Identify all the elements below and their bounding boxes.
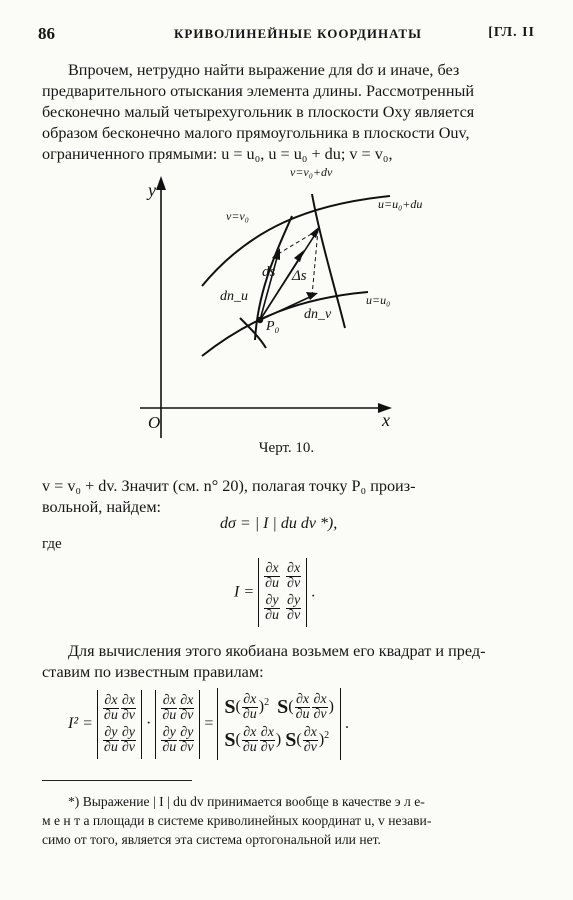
- text-line: Для вычисления этого якобиана возьмем его квадрат и пред-: [68, 642, 486, 660]
- paragraph-2: [42, 476, 532, 518]
- running-header: [38, 24, 537, 44]
- label-v-left: v=v₀: [226, 209, 249, 223]
- i-squared-lhs: I² =: [68, 715, 93, 732]
- jacobian-equation: I = $\frac{\partial x}{\partial u}$ $\frac{\partial x}{\partial v}$ $\frac{\partial y}{\partial u}$ $\frac{\partial y}{\partial v}$ .: [234, 558, 315, 627]
- label-u-top: u=u₀+du: [378, 197, 423, 211]
- jacobian-lhs: I =: [234, 583, 255, 601]
- text-line: Впрочем, нетрудно найти выражение для dσ и иначе, без: [68, 61, 460, 79]
- chapter-label: [ГЛ. II: [488, 25, 535, 40]
- running-title: КРИВОЛИНЕЙНЫЕ КООРДИНАТЫ: [174, 26, 422, 41]
- footnote-line: симо от того, является эта система ортогональной или нет.: [42, 832, 381, 847]
- origin-label: O: [148, 413, 161, 432]
- text-line: ставим по известным правилам:: [42, 663, 264, 681]
- text-line: ограниченного прямыми: u = u₀, u = u₀ + du; v = v₀,: [42, 145, 393, 163]
- label-ds: ds: [262, 264, 276, 280]
- jacobian-square-equation: I² = $\frac{\partial x}{\partial u}$ $\frac{\partial x}{\partial v}$ $\frac{\partial y}{\partial u}$ $\frac{\partial y}{\partial v}$ · $\frac{\partial x}{\partial u}$ $\frac{\partial x}{\partial v}$ $\frac{\partial y}{\partial u}$ $\frac{\partial y}{\partial v}$ = S( $\frac{\partial x}{\partial u}$ )$^2$ S( $\frac{\partial x}{\partial u}$ $\frac{\partial x}{\partial v}$ ) S( $\frac{\partial x}{\partial u}$ $\frac{\partial x}{\partial v}$ ) S( $\frac{\partial x}{\partial v}$ )$^2$ .: [68, 688, 349, 760]
- footnote-rule: [42, 780, 192, 781]
- label-u-right: u=u₀: [366, 293, 391, 307]
- paragraph-3: [42, 641, 532, 683]
- point-p0: [257, 317, 263, 323]
- label-dn-v: dn_v: [304, 307, 332, 322]
- text-line: вольной, найдем:: [42, 498, 162, 516]
- label-delta-s: Δs: [292, 268, 307, 284]
- determinant-1: $\frac{\partial x}{\partial u}$ $\frac{\partial x}{\partial v}$ $\frac{\partial y}{\partial u}$ $\frac{\partial y}{\partial v}$: [97, 690, 142, 759]
- determinant-2: $\frac{\partial x}{\partial u}$ $\frac{\partial x}{\partial v}$ $\frac{\partial y}{\partial u}$ $\frac{\partial y}{\partial v}$: [155, 690, 200, 759]
- y-axis-label: y: [148, 180, 156, 200]
- jacobian-determinant: $\frac{\partial x}{\partial u}$ $\frac{\partial x}{\partial v}$ $\frac{\partial y}{\partial u}$ $\frac{\partial y}{\partial v}$: [258, 558, 307, 627]
- vector-delta-s-arrow: [294, 250, 304, 262]
- dashed-side-right: [312, 230, 318, 296]
- y-axis-arrow: [156, 176, 166, 190]
- label-v-top: v=v₀+dv: [290, 165, 333, 179]
- equation-dsigma: dσ = | I | du dv *),: [220, 515, 338, 532]
- where-word: [42, 534, 532, 555]
- footnote-line: *) Выражение | I | du dv принимается вообще в качестве э л е-: [68, 794, 425, 809]
- figure-10: [140, 165, 423, 432]
- text-line: бесконечно малый четырехугольник в плоскости Oxy является: [42, 103, 475, 121]
- footnote-line: м е н т а площади в системе криволинейных координат u, v незави-: [42, 813, 432, 828]
- figure-caption: Черт. 10.: [258, 440, 315, 456]
- text-line: v = v₀ + dv. Значит (см. n° 20), полагая точку P₀ произ-: [42, 477, 416, 495]
- page-number: 86: [38, 24, 55, 43]
- text-line: где: [42, 536, 62, 552]
- determinant-sums: S( $\frac{\partial x}{\partial u}$ )$^2$ S( $\frac{\partial x}{\partial u}$ $\frac{\partial x}{\partial v}$ ) S( $\frac{\partial x}{\partial u}$ $\frac{\partial x}{\partial v}$ ) S( $\frac{\partial x}{\partial v}$ )$^2$: [217, 688, 341, 760]
- label-dn-u: dn_u: [220, 289, 248, 304]
- text-line: образом бесконечно малого прямоугольника в плоскости Ouv,: [42, 124, 470, 142]
- text-line: предварительного отыскания элемента длины. Рассмотренный: [42, 82, 475, 100]
- paragraph-1: [42, 60, 532, 165]
- label-p0: P₀: [266, 319, 280, 334]
- footnote: [42, 792, 537, 849]
- x-axis-label: x: [382, 410, 390, 430]
